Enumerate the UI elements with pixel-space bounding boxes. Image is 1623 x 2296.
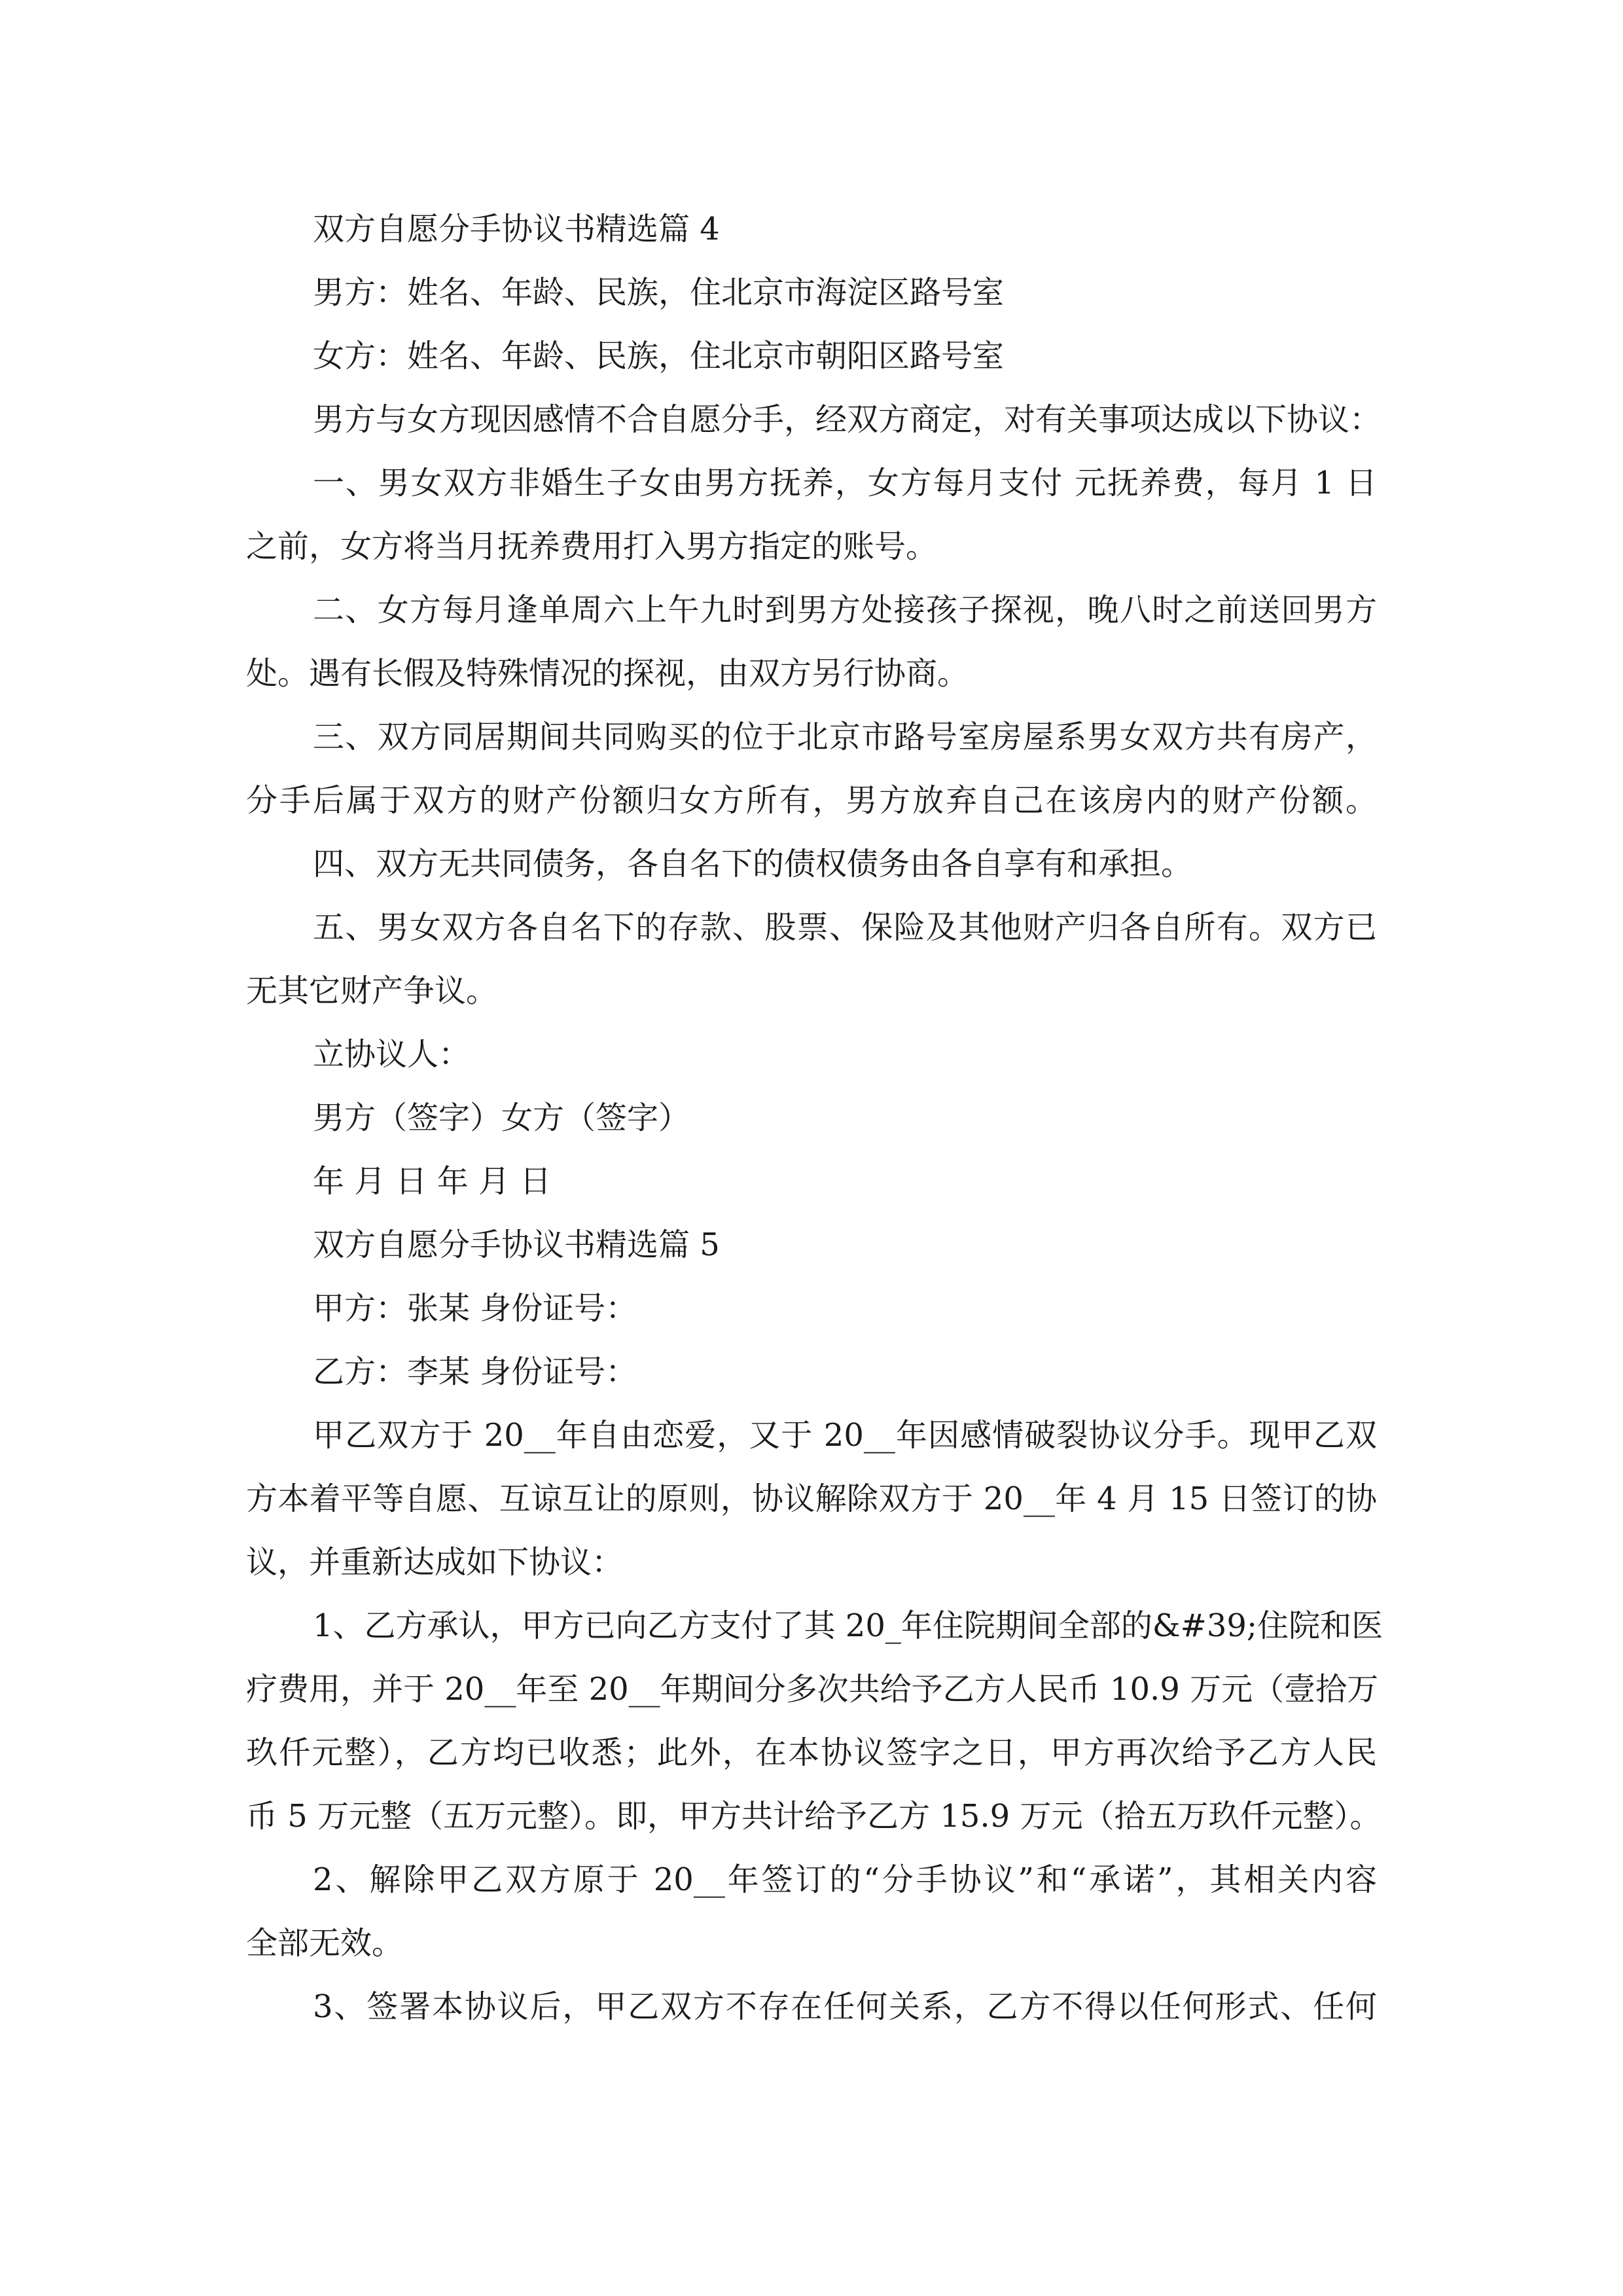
party-a-info: 甲方：张某 身份证号： bbox=[313, 1290, 637, 1327]
clause-5-line-2: 无其它财产争议。 bbox=[246, 973, 498, 1009]
male-party-info: 男方：姓名、年龄、民族，住北京市海淀区路号室 bbox=[313, 274, 1005, 311]
clause-2-line-2: 处。遇有长假及特殊情况的探视，由双方另行协商。 bbox=[246, 655, 969, 692]
section-title-4: 双方自愿分手协议书精选篇 4 bbox=[313, 211, 720, 247]
clause-1-line-1: 一、男女双方非婚生子女由男方抚养，女方每月支付 元抚养费，每月 1 日 bbox=[313, 465, 1377, 501]
preamble-line-2: 方本着平等自愿、互谅互让的原则，协议解除双方于 20__年 4 月 15 日签订的协 bbox=[246, 1480, 1377, 1517]
clause-1-line-2: 之前，女方将当月抚养费用打入男方指定的账号。 bbox=[246, 528, 938, 565]
preamble-line-3: 议，并重新达成如下协议： bbox=[246, 1544, 624, 1581]
clause-3-line-2: 分手后属于双方的财产份额归女方所有，男方放弃自己在该房内的财产份额。 bbox=[246, 782, 1377, 819]
item-2-line-2: 全部无效。 bbox=[246, 1925, 404, 1962]
signatories-label: 立协议人： bbox=[313, 1036, 471, 1073]
clause-2-line-1: 二、女方每月逢单周六上午九时到男方处接孩子探视，晚八时之前送回男方 bbox=[313, 592, 1377, 628]
clause-5-line-1: 五、男女双方各自名下的存款、股票、保险及其他财产归各自所有。双方已 bbox=[313, 909, 1377, 946]
clause-3-line-1: 三、双方同居期间共同购买的位于北京市路号室房屋系男女双方共有房产， bbox=[313, 719, 1377, 755]
clause-4: 四、双方无共同债务，各自名下的债权债务由各自享有和承担。 bbox=[313, 846, 1193, 882]
item-1-line-4: 币 5 万元整（五万元整）。即，甲方共计给予乙方 15.9 万元（拾五万玖仟元整）。 bbox=[246, 1798, 1382, 1835]
item-1-line-2: 疗费用，并于 20__年至 20__年期间分多次共给予乙方人民币 10.9 万元（壹拾万 bbox=[246, 1671, 1379, 1708]
female-party-info: 女方：姓名、年龄、民族，住北京市朝阳区路号室 bbox=[313, 338, 1005, 374]
signature-line: 男方（签字）女方（签字） bbox=[313, 1100, 690, 1136]
item-3-line-1: 3、签署本协议后，甲乙双方不存在任何关系，乙方不得以任何形式、任何 bbox=[313, 1988, 1377, 2025]
item-1-line-3: 玖仟元整），乙方均已收悉；此外，在本协议签字之日，甲方再次给予乙方人民 bbox=[246, 1734, 1377, 1771]
party-b-info: 乙方：李某 身份证号： bbox=[313, 1354, 637, 1390]
item-2-line-1: 2、解除甲乙双方原于 20__年签订的“分手协议”和“承诺”，其相关内容 bbox=[313, 1861, 1377, 1898]
date-line: 年 月 日 年 月 日 bbox=[313, 1163, 552, 1200]
item-1-line-1: 1、乙方承认，甲方已向乙方支付了其 20_年住院期间全部的&#39;住院和医 bbox=[313, 1607, 1383, 1644]
preamble-line-1: 甲乙双方于 20__年自由恋爱，又于 20__年因感情破裂协议分手。现甲乙双 bbox=[313, 1417, 1377, 1454]
agreement-intro: 男方与女方现因感情不合自愿分手，经双方商定，对有关事项达成以下协议： bbox=[313, 401, 1382, 438]
section-title-5: 双方自愿分手协议书精选篇 5 bbox=[313, 1227, 720, 1263]
